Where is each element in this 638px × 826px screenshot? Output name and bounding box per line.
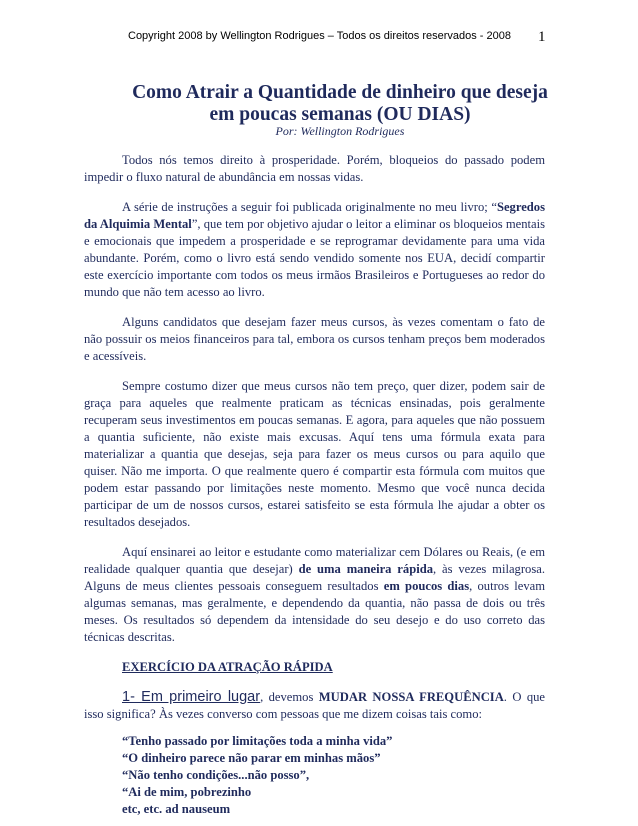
quote-item: “Ai de mim, pobrezinho [122,785,252,799]
page-header-copyright: Copyright 2008 by Wellington Rodrigues – Todos os direitos reservados - 2008 [128,30,511,42]
author-byline: Por: Wellington Rodrigues [275,124,405,138]
paragraph-2 [84,199,545,301]
exercise-step-1 [84,689,545,723]
paragraph-3: Alguns candidatos que desejam fazer meus cursos, às vezes comentam o fato de não possuir os meios financeiros para tal, embora os cursos tenham preços bem moderados e acessíveis. [84,315,545,363]
paragraph-5 [84,544,545,646]
page-number: 1 [538,29,546,45]
paragraph-4: Sempre costumo dizer que meus cursos não tem preço, quer dizer, podem sair de graça para aqueles que realmente praticam as técnicas ensinadas, pois geralmente recuperam seus investimentos em poucas semanas. E agora, para aqueles que não possuem a quantia suficiente, não existe mais excusas. Aquí tens uma fórmula exata para materializar a quantia que desejas, seja para fazer os meus cursos ou para aquilo que quiser. Não me importa. O que realmente quero é compartir esta fórmula com muitos que podem estar passando por limitações neste momento. Mesmo que você nunca decida participar de um de nossos cursos, estarei satisfeito se esta fórmula lhe ajudar a obter os resultados desejados. [84,379,545,529]
quote-list [84,733,545,818]
title-line-2: em poucas semanas (OU DIAS) [209,104,471,125]
step-1-bold: MUDAR NOSSA FREQUÊNCIA [318,690,504,704]
step-1-text-a: , devemos [260,690,319,704]
paragraph-5-text-c: , outros levam algumas semanas, mas geralmente, e dependendo da quantia, não passa de dois ou três meses. Os resultados só dependem da intensidade do seu desejo e do uso correto das técnicas descritas. [84,579,546,644]
paragraph-5-bold-2: em poucos dias [383,579,470,593]
document-title [120,82,560,126]
step-1-text-b: . O que isso significa? Às vezes converso com pessoas que me dizem coisas tais como: [84,690,546,721]
title-line-1: Como Atrair a Quantidade de dinheiro que deseja [132,82,548,103]
step-1-lead: 1- Em primeiro lugar [122,689,261,705]
paragraph-1: Todos nós temos direito à prosperidade. Porém, bloqueios do passado podem impedir o fluxo natural de abundância em nossas vidas. [84,153,545,184]
paragraph-2-text-b: ”, que tem por objetivo ajudar o leitor a eliminar os bloqueios mentais e emocionais que impedem a prosperidade e se reprogramar devidamente para uma vida abundante. Porém, como o livro está sendo vendido somente nos EUA, decidí compartir este exercício importante com todos os meus irmãos Brasileiros e Portugueses ao redor do mundo que não tem acesso ao livro. [84,217,545,299]
paragraph-5-text-b: , às vezes milagrosa. Alguns de meus clientes pessoais conseguem resultados [84,562,545,593]
book-title: Segredos da Alquimia Mental [84,200,545,231]
exercise-heading: EXERCÍCIO DA ATRAÇÃO RÁPIDA [122,660,333,674]
quote-item: “Tenho passado por limitações toda a minha vida” [122,734,393,748]
paragraph-2-text-a: A série de instruções a seguir foi publicada originalmente no meu livro; “ [122,200,497,214]
quote-item: “Não tenho condições...não posso”, [122,768,310,782]
quote-item: “O dinheiro parece não parar em minhas mãos” [122,751,381,765]
document-body [84,152,545,818]
paragraph-5-text-a: Aquí ensinarei ao leitor e estudante como materializar cem Dólares ou Reais, (e em realidade qualquer quantia que desejar) [84,545,545,576]
paragraph-5-bold-1: de uma maneira rápida [298,562,433,576]
quote-item: etc, etc. ad nauseum [122,802,231,816]
